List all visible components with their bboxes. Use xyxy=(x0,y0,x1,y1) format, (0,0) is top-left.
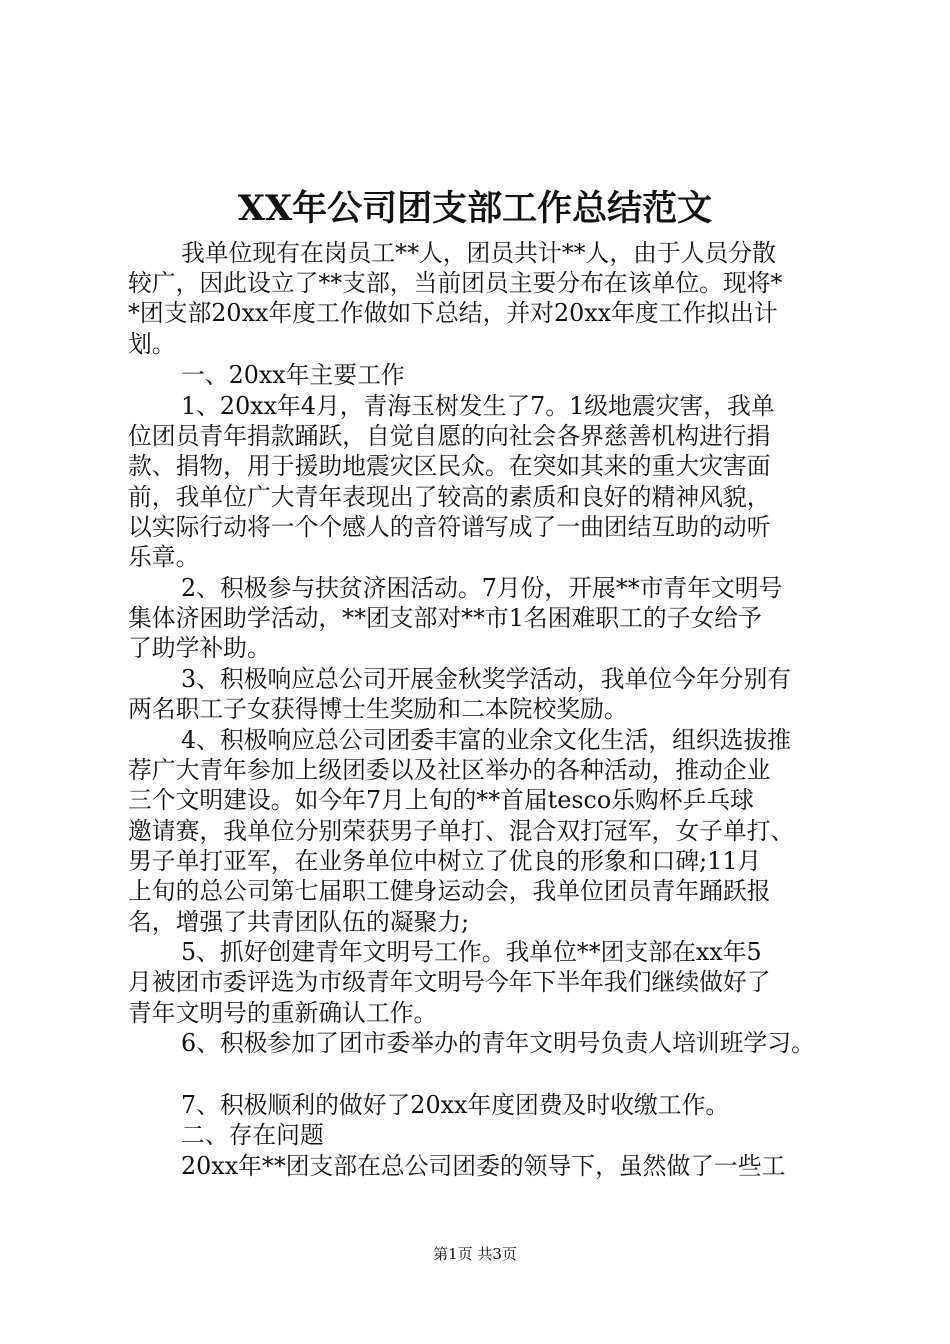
body-line: 较广，因此设立了**支部，当前团员主要分布在该单位。现将* xyxy=(128,269,783,297)
body-line: 邀请赛，我单位分别荣获男子单打、混合双打冠军，女子单打、 xyxy=(128,817,795,845)
body-line: 两名职工子女获得博士生奖励和二本院校奖励。 xyxy=(128,695,628,723)
body-line: 乐章。 xyxy=(128,543,200,571)
body-line: 3、积极响应总公司开展金秋奖学活动，我单位今年分别有 xyxy=(181,665,792,693)
body-line: 荐广大青年参加上级团委以及社区举办的各种活动，推动企业 xyxy=(128,756,771,784)
body-line: 三个文明建设。如今年7月上旬的**首届tesco乐购杯乒乓球 xyxy=(128,786,754,814)
body-line: *团支部20xx年度工作做如下总结，并对20xx年度工作拟出计 xyxy=(128,299,778,327)
document-title: XX年公司团支部工作总结范文 xyxy=(237,188,713,229)
body-line: 月被团市委评选为市级青年文明号今年下半年我们继续做好了 xyxy=(128,968,771,996)
body-line: 5、抓好创建青年文明号工作。我单位**团支部在xx年5 xyxy=(181,938,762,966)
body-line: 款、捐物，用于援助地震灾区民众。在突如其来的重大灾害面 xyxy=(128,452,771,480)
body-line: 20xx年**团支部在总公司团委的领导下，虽然做了一些工 xyxy=(181,1152,786,1180)
page-footer: 第1页 共3页 xyxy=(433,1245,517,1263)
body-line: 前，我单位广大青年表现出了较高的素质和良好的精神风貌， xyxy=(128,483,771,511)
body-line: 7、积极顺利的做好了20xx年度团费及时收缴工作。 xyxy=(181,1091,730,1119)
body-line: 名，增强了共青团队伍的凝聚力; xyxy=(128,908,470,936)
section-heading: 一、20xx年主要工作 xyxy=(181,361,405,389)
body-line: 位团员青年捐款踊跃，自觉自愿的向社会各界慈善机构进行捐 xyxy=(128,422,771,450)
body-line: 集体济困助学活动，**团支部对**市1名困难职工的子女给予 xyxy=(128,604,762,632)
body-line: 1、20xx年4月，青海玉树发生了7。1级地震灾害，我单 xyxy=(181,392,775,420)
body-line: 4、积极响应总公司团委丰富的业余文化生活，组织选拔推 xyxy=(181,726,792,754)
body-line: 男子单打亚军，在业务单位中树立了优良的形象和口碑;11月 xyxy=(128,847,762,875)
section-heading: 二、存在问题 xyxy=(181,1121,324,1149)
body-line: 我单位现有在岗员工**人，团员共计**人，由于人员分散 xyxy=(181,239,776,267)
body-line: 青年文明号的重新确认工作。 xyxy=(128,999,438,1027)
body-line: 划。 xyxy=(128,330,176,358)
body-line: 以实际行动将一个个感人的音符谱写成了一曲团结互助的动听 xyxy=(128,513,771,541)
body-line: 了助学补助。 xyxy=(128,634,271,662)
body-line: 上旬的总公司第七届职工健身运动会，我单位团员青年踊跃报 xyxy=(128,877,771,905)
body-line: 6、积极参加了团市委举办的青年文明号负责人培训班学习。 xyxy=(181,1029,815,1057)
body-line: 2、积极参与扶贫济困活动。7月份，开展**市青年文明号 xyxy=(181,574,783,602)
